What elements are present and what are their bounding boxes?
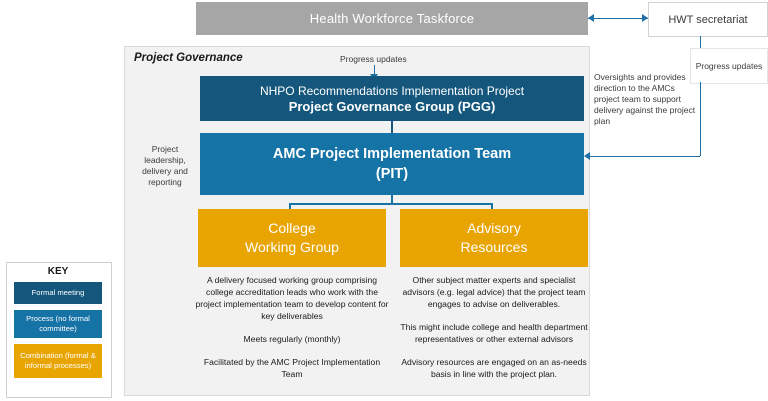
pgg-box xyxy=(200,76,584,121)
key-legend-item-process xyxy=(14,310,102,338)
key-legend-item-combination xyxy=(14,344,102,378)
project-governance-title: Project Governance xyxy=(134,52,243,64)
advisory-resources-paragraph: This might include college and health department representatives or other external advisors xyxy=(400,322,588,344)
pgg-pit-connector xyxy=(391,121,393,133)
pgg-line-2: Project Governance Group (PGG) xyxy=(288,98,496,114)
advisory-resources-paragraph: Other subject matter experts and specialist advisors (e.g. legal advice) that the project team engages to advise on deliverables. xyxy=(402,275,586,309)
pgg-line-1: NHPO Recommendations Implementation Project xyxy=(259,83,525,98)
hwt-secretariat-box xyxy=(648,2,768,37)
pit-box xyxy=(200,133,584,195)
branch-connector-bar xyxy=(289,203,493,205)
college-working-group-line-2: Working Group xyxy=(245,239,339,255)
taskforce-secretariat-connector xyxy=(588,18,648,19)
advisory-resources-box xyxy=(400,209,588,267)
key-legend-item-label: Combination (formal & informal processes) xyxy=(20,351,96,370)
advisory-resources-description xyxy=(396,274,592,380)
key-legend-item-label: Process (no formal committee) xyxy=(26,314,90,333)
taskforce-title: Health Workforce Taskforce xyxy=(309,11,475,26)
college-working-group-paragraph: Facilitated by the AMC Project Implementation Team xyxy=(203,357,381,379)
right-progress-connector-top xyxy=(700,36,701,48)
right-progress-updates-label: Progress updates xyxy=(695,60,763,71)
advisory-resources-line-1: Advisory xyxy=(467,220,521,236)
key-legend-title: KEY xyxy=(47,266,69,277)
college-working-group-paragraph: Meets regularly (monthly) xyxy=(243,334,341,344)
advisory-resources-paragraph: Advisory resources are engaged on an as-needs basis in line with the project plan. xyxy=(401,357,587,379)
college-working-group-line-1: College xyxy=(268,220,316,236)
right-progress-connector-down xyxy=(700,82,701,156)
key-legend-item-label: Formal meeting xyxy=(31,288,85,298)
advisory-resources-line-2: Resources xyxy=(460,239,528,255)
hwt-secretariat-label: HWT secretariat xyxy=(668,13,748,26)
college-working-group-description xyxy=(194,274,390,380)
key-legend-item-formal-meeting xyxy=(14,282,102,304)
pit-line-2: (PIT) xyxy=(375,166,409,182)
right-progress-connector-horizontal xyxy=(586,156,700,157)
right-progress-arrow-left-icon xyxy=(584,152,590,160)
college-working-group-paragraph: A delivery focused working group comprising college accreditation leads who work with the project implementation team to develop content for key deliverables xyxy=(195,275,389,321)
project-leadership-caption: Project leadership, delivery and reporting xyxy=(142,144,188,187)
oversight-caption: Oversights and provides direction to the AMCs project team to support delivery against the project plan xyxy=(594,72,696,126)
pit-line-1: AMC Project Implementation Team xyxy=(272,146,512,162)
progress-updates-label: Progress updates xyxy=(340,54,407,64)
health-workforce-taskforce-bar xyxy=(196,2,588,35)
college-working-group-box xyxy=(198,209,386,267)
right-progress-updates-box xyxy=(690,48,768,84)
